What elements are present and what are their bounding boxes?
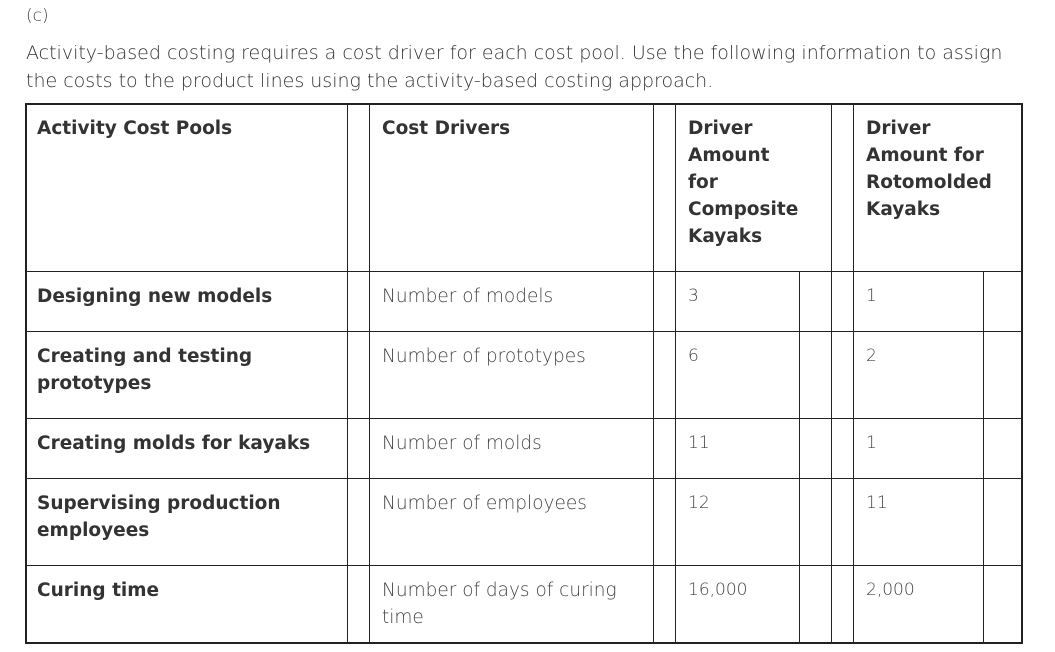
intro-paragraph: Activity-based costing requires a cost driver for each cost pool. Use the following information to assign the costs to the product lines using the activity-based costing approach. <box>26 42 1003 92</box>
row-divider <box>25 331 1023 332</box>
table-border-top <box>25 103 1023 105</box>
table-row-rotomolded: 1 <box>866 286 877 306</box>
table-row-driver: Number of employees <box>382 493 587 514</box>
sub-column-divider <box>799 271 800 644</box>
header-composite-amount: Driver Amount for Composite Kayaks <box>688 118 799 247</box>
table-row-pool: Designing new models <box>37 286 273 307</box>
table-row-composite: 3 <box>688 286 699 306</box>
column-divider <box>675 103 676 644</box>
column-divider <box>831 103 832 644</box>
table-border-bottom <box>25 642 1023 644</box>
table-row-driver: Number of days of curing time <box>382 580 617 628</box>
table-row-composite: 11 <box>688 433 710 453</box>
table-row-pool: Curing time <box>37 580 160 601</box>
header-rotomolded-amount: Driver Amount for Rotomolded Kayaks <box>866 118 992 220</box>
row-divider <box>25 271 1023 272</box>
column-divider <box>653 103 654 644</box>
column-divider <box>347 103 348 644</box>
table-row-driver: Number of molds <box>382 433 542 454</box>
row-divider <box>25 565 1023 566</box>
row-divider <box>25 478 1023 479</box>
part-label: (c) <box>26 6 49 26</box>
table-row-driver: Number of prototypes <box>382 346 586 367</box>
table-row-pool: Creating molds for kayaks <box>37 433 311 454</box>
table-row-rotomolded: 2,000 <box>866 580 915 600</box>
table-row-rotomolded: 11 <box>866 493 888 513</box>
table-row-composite: 12 <box>688 493 710 513</box>
table-border-right <box>1021 103 1023 644</box>
table-border-left <box>25 103 27 644</box>
table-row-composite: 6 <box>688 346 699 366</box>
sub-column-divider <box>983 271 984 644</box>
activity-cost-table <box>25 103 1023 644</box>
table-row-rotomolded: 1 <box>866 433 877 453</box>
header-activity-cost-pools: Activity Cost Pools <box>37 118 233 139</box>
column-divider <box>853 103 854 644</box>
header-cost-drivers: Cost Drivers <box>382 118 511 139</box>
table-row-pool: Creating and testing prototypes <box>37 346 253 394</box>
column-divider <box>369 103 370 644</box>
table-row-pool: Supervising production employees <box>37 493 281 541</box>
row-divider <box>25 418 1023 419</box>
table-row-composite: 16,000 <box>688 580 748 600</box>
table-row-rotomolded: 2 <box>866 346 877 366</box>
table-row-driver: Number of models <box>382 286 554 307</box>
